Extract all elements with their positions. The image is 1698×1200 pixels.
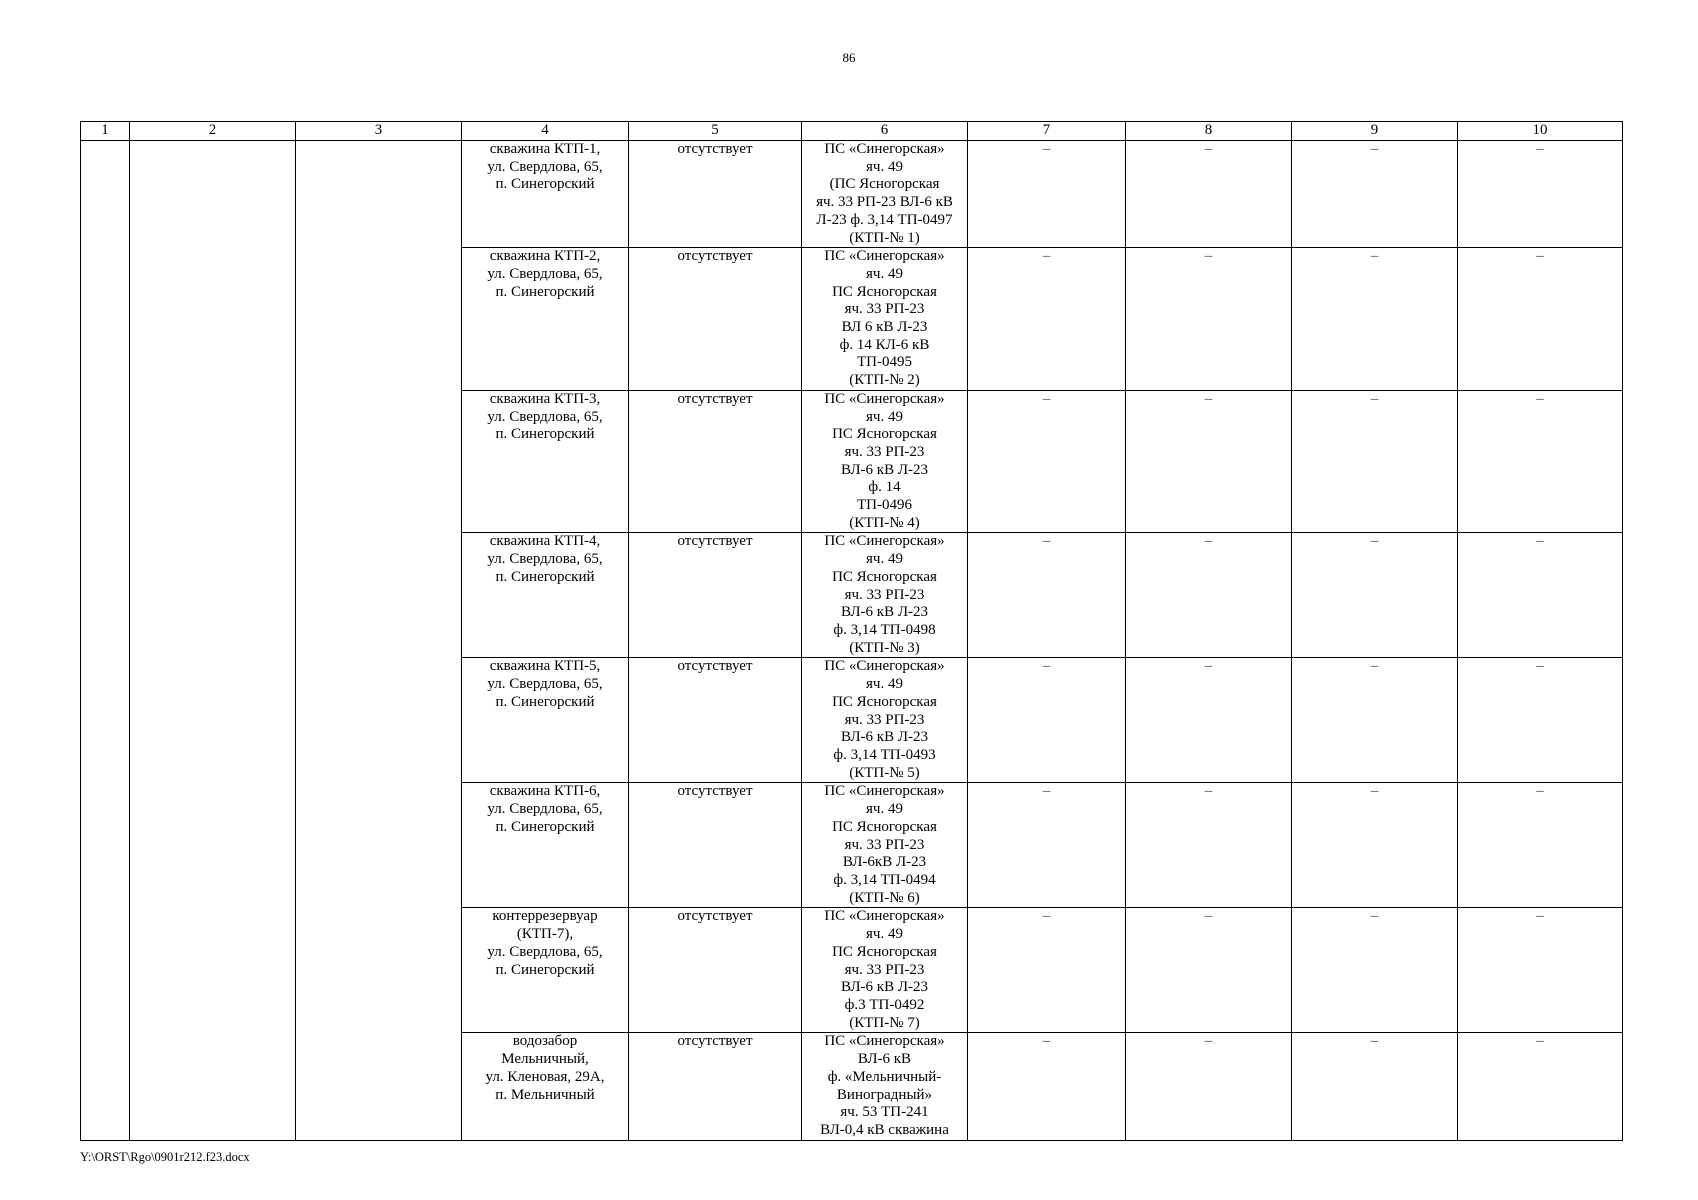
- power-source-cell: ПС «Синегорская» яч. 49 ПС Ясногорская яч. 33 РП-23 ВЛ-6 кВ Л-23 ф. 14 ТП-0496 (КТП-№ 4): [802, 390, 968, 533]
- col-8-cell: –: [1126, 1033, 1292, 1140]
- col-7-cell: –: [968, 390, 1126, 533]
- object-cell: скважина КТП-3, ул. Свердлова, 65, п. Синегорский: [462, 390, 629, 533]
- data-table: [80, 121, 1623, 1141]
- column-header: 6: [802, 122, 968, 141]
- col-8-cell: –: [1126, 390, 1292, 533]
- status-cell: отсутствует: [629, 908, 802, 1033]
- status-cell: отсутствует: [629, 1033, 802, 1140]
- col-8-cell: –: [1126, 783, 1292, 908]
- power-source-cell: ПС «Синегорская» яч. 49 ПС Ясногорская яч. 33 РП-23 ВЛ-6кВ Л-23 ф. 3,14 ТП-0494 (КТП-№ 6): [802, 783, 968, 908]
- column-header: 7: [968, 122, 1126, 141]
- object-cell: скважина КТП-4, ул. Свердлова, 65, п. Синегорский: [462, 533, 629, 658]
- col-10-cell: –: [1458, 908, 1623, 1033]
- col-7-cell: –: [968, 533, 1126, 658]
- object-cell: скважина КТП-1, ул. Свердлова, 65, п. Синегорский: [462, 141, 629, 248]
- object-cell: контеррезервуар (КТП-7), ул. Свердлова, 65, п. Синегорский: [462, 908, 629, 1033]
- status-cell: отсутствует: [629, 783, 802, 908]
- col-10-cell: –: [1458, 141, 1623, 248]
- col-7-cell: –: [968, 658, 1126, 783]
- col-10-cell: –: [1458, 658, 1623, 783]
- object-cell: скважина КТП-6, ул. Свердлова, 65, п. Синегорский: [462, 783, 629, 908]
- merged-cell-col-3: [296, 141, 462, 1141]
- status-cell: отсутствует: [629, 248, 802, 391]
- status-cell: отсутствует: [629, 658, 802, 783]
- col-9-cell: –: [1292, 533, 1458, 658]
- table-row: [81, 141, 1623, 248]
- column-header: 1: [81, 122, 130, 141]
- col-8-cell: –: [1126, 141, 1292, 248]
- object-cell: скважина КТП-2, ул. Свердлова, 65, п. Синегорский: [462, 248, 629, 391]
- col-10-cell: –: [1458, 390, 1623, 533]
- col-10-cell: –: [1458, 533, 1623, 658]
- power-source-cell: ПС «Синегорская» яч. 49 ПС Ясногорская яч. 33 РП-23 ВЛ-6 кВ Л-23 ф. 3,14 ТП-0498 (КТП-№ 3): [802, 533, 968, 658]
- col-9-cell: –: [1292, 141, 1458, 248]
- column-header: 5: [629, 122, 802, 141]
- col-9-cell: –: [1292, 1033, 1458, 1140]
- col-7-cell: –: [968, 1033, 1126, 1140]
- power-source-cell: ПС «Синегорская» ВЛ-6 кВ ф. «Мельничный- Виноградный» яч. 53 ТП-241 ВЛ-0,4 кВ скважина: [802, 1033, 968, 1140]
- col-9-cell: –: [1292, 248, 1458, 391]
- col-10-cell: –: [1458, 1033, 1623, 1140]
- power-source-cell: ПС «Синегорская» яч. 49 ПС Ясногорская яч. 33 РП-23 ВЛ-6 кВ Л-23 ф. 3,14 ТП-0493 (КТП-№ 5): [802, 658, 968, 783]
- col-7-cell: –: [968, 248, 1126, 391]
- col-9-cell: –: [1292, 783, 1458, 908]
- column-header: 8: [1126, 122, 1292, 141]
- column-header: 10: [1458, 122, 1623, 141]
- col-8-cell: –: [1126, 248, 1292, 391]
- object-cell: водозабор Мельничный, ул. Кленовая, 29А, п. Мельничный: [462, 1033, 629, 1140]
- col-7-cell: –: [968, 141, 1126, 248]
- column-header: 4: [462, 122, 629, 141]
- power-source-cell: ПС «Синегорская» яч. 49 ПС Ясногорская яч. 33 РП-23 ВЛ 6 кВ Л-23 ф. 14 КЛ-6 кВ ТП-0495 (КТП-№ 2): [802, 248, 968, 391]
- col-8-cell: –: [1126, 658, 1292, 783]
- page-number: 86: [842, 50, 856, 65]
- status-cell: отсутствует: [629, 141, 802, 248]
- col-7-cell: –: [968, 908, 1126, 1033]
- footer-file-path: Y:\ORST\Rgo\0901r212.f23.docx: [80, 1150, 250, 1164]
- object-cell: скважина КТП-5, ул. Свердлова, 65, п. Синегорский: [462, 658, 629, 783]
- column-number-row: [81, 122, 1623, 141]
- col-9-cell: –: [1292, 908, 1458, 1033]
- power-source-cell: ПС «Синегорская» яч. 49 (ПС Ясногорская яч. 33 РП-23 ВЛ-6 кВ Л-23 ф. 3,14 ТП-0497 (КТП-№ 1): [802, 141, 968, 248]
- col-9-cell: –: [1292, 658, 1458, 783]
- col-9-cell: –: [1292, 390, 1458, 533]
- col-8-cell: –: [1126, 533, 1292, 658]
- status-cell: отсутствует: [629, 390, 802, 533]
- col-10-cell: –: [1458, 783, 1623, 908]
- column-header: 2: [130, 122, 296, 141]
- power-source-cell: ПС «Синегорская» яч. 49 ПС Ясногорская яч. 33 РП-23 ВЛ-6 кВ Л-23 ф.3 ТП-0492 (КТП-№ 7): [802, 908, 968, 1033]
- column-header: 3: [296, 122, 462, 141]
- col-8-cell: –: [1126, 908, 1292, 1033]
- status-cell: отсутствует: [629, 533, 802, 658]
- col-7-cell: –: [968, 783, 1126, 908]
- column-header: 9: [1292, 122, 1458, 141]
- col-10-cell: –: [1458, 248, 1623, 391]
- merged-cell-col-1: [81, 141, 130, 1141]
- merged-cell-col-2: [130, 141, 296, 1141]
